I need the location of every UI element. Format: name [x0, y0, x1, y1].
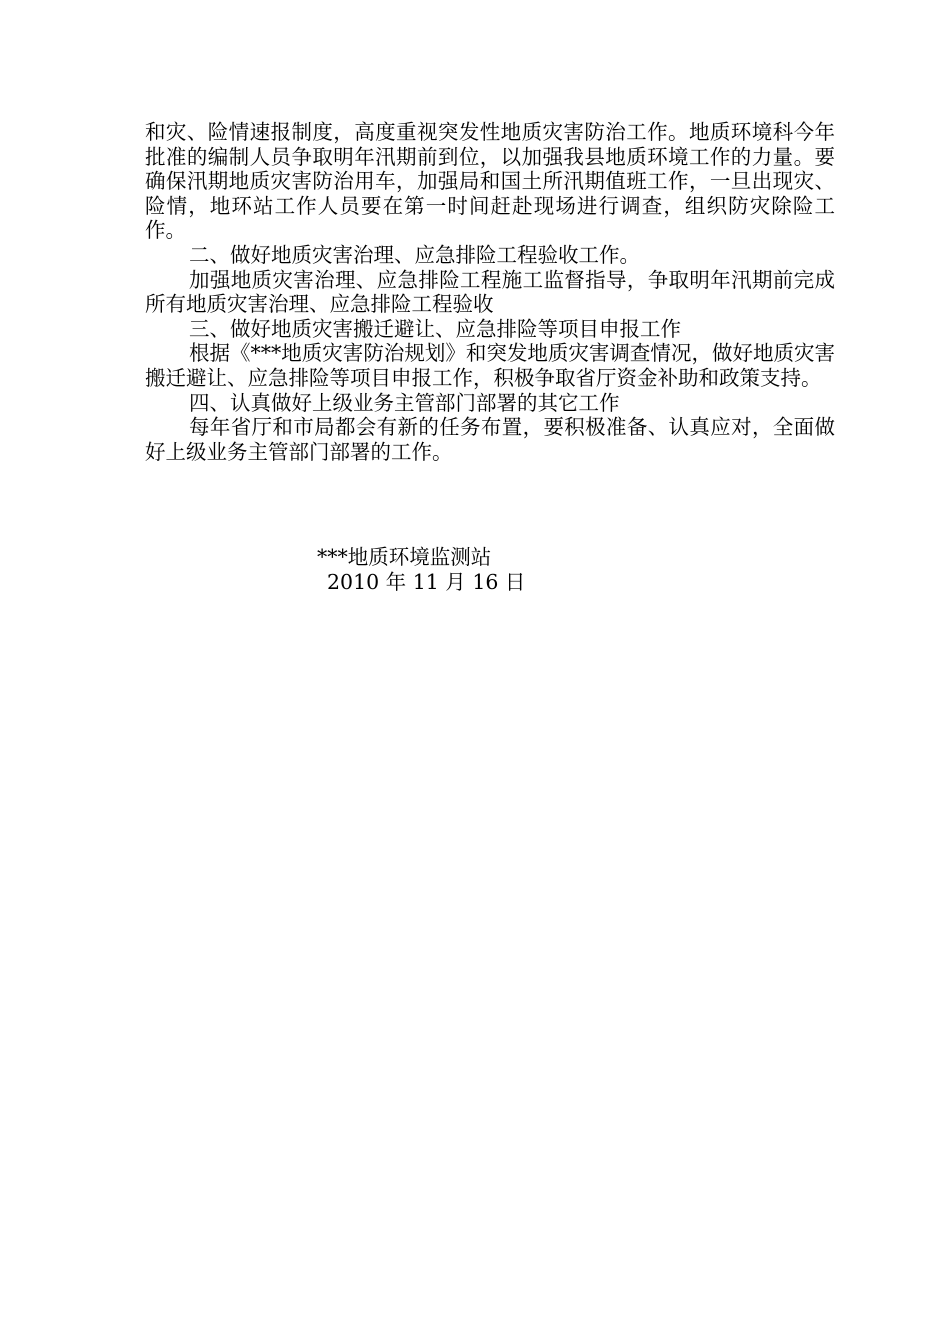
paragraph-section-2: 加强地质灾害治理、应急排险工程施工监督指导，争取明年汛期前完成所有地质灾害治理、应急排险工程验收 — [145, 267, 835, 317]
paragraph-section-4: 每年省厅和市局都会有新的任务布置，要积极准备、认真应对，全面做好上级业务主管部门部署的工作。 — [145, 415, 835, 464]
paragraph-1: 和灾、险情速报制度，高度重视突发性地质灾害防治工作。地质环境科今年批准的编制人员争取明年汛期前到位，以加强我县地质环境工作的力量。要确保汛期地质灾害防治用车，加强局和国土所汛期值班工作，一旦出现灾、险情，地环站工作人员要在第一时间赶赴现场进行调查，组织防灾除险工作。 — [145, 120, 835, 243]
signature-date: 2010 年 11 月 16 日 — [327, 569, 526, 594]
document-body — [145, 120, 835, 464]
paragraph-section-3: 根据《***地质灾害防治规划》和突发地质灾害调查情况，做好地质灾害搬迁避让、应急排险等项目申报工作，积极争取省厅资金补助和政策支持。 — [145, 341, 835, 390]
heading-section-3: 三、做好地质灾害搬迁避让、应急排险等项目申报工作 — [189, 316, 681, 341]
heading-section-4: 四、认真做好上级业务主管部门部署的其它工作 — [189, 390, 620, 415]
signature-organization: ***地质环境监测站 — [317, 545, 492, 569]
heading-section-2: 二、做好地质灾害治理、应急排险工程验收工作。 — [189, 242, 640, 267]
signature-block — [145, 545, 835, 594]
